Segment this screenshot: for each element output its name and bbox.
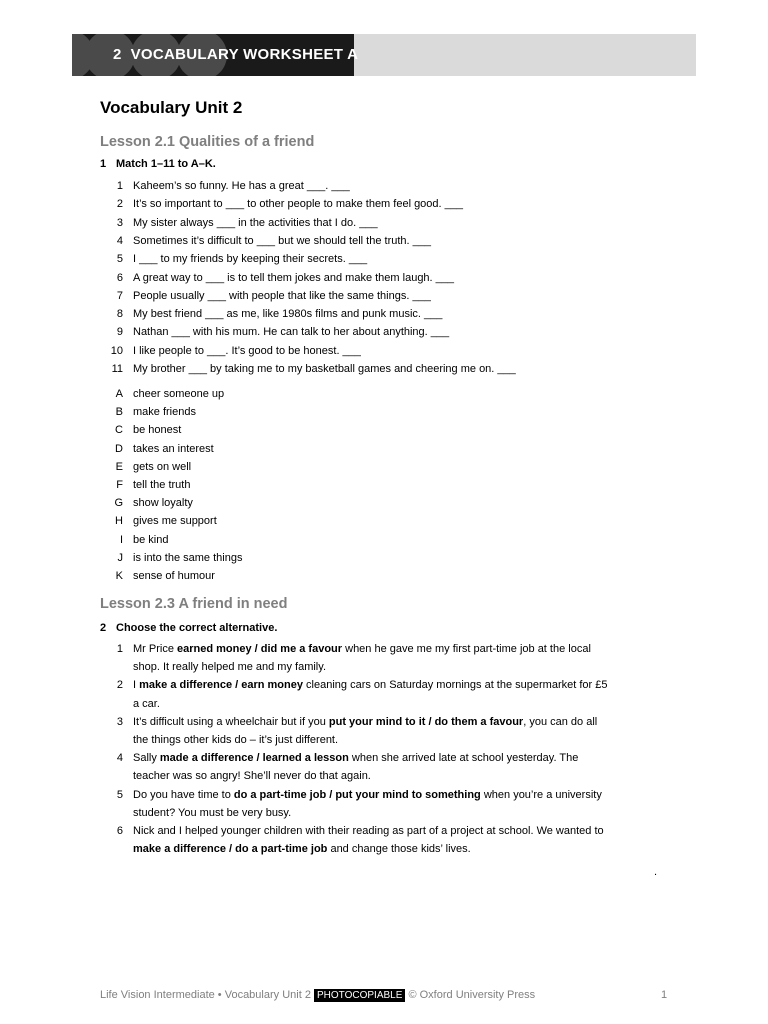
alternative-choice[interactable]: earned money / did me a favour [177, 643, 343, 655]
copyright-text: © Oxford University Press [408, 989, 536, 1001]
answer-option-text: is into the same things [133, 551, 243, 564]
exercise-instruction-text: Choose the correct alternative. [116, 622, 278, 634]
sentence-text: It’s so important to ___ to other people to make them feel good. ___ [133, 198, 464, 211]
question-text [133, 676, 613, 712]
item-number: J [117, 551, 123, 564]
question-text-part: when she arrived late at school yesterday. The teacher was so angry! She’ll never do that again. [133, 752, 579, 783]
answer-option-text: cheer someone up [133, 388, 225, 400]
question-text-part: I [133, 679, 140, 692]
question-text [133, 749, 613, 785]
answer-option-text: sense of humour [133, 570, 215, 582]
question-text-part: when you’re a university student? You must be very busy. [133, 788, 602, 819]
item-number: 2 [116, 679, 123, 692]
answer-option-text: show loyalty [133, 497, 193, 510]
sentence-text: I ___ to my friends by keeping their secrets. ___ [133, 253, 368, 266]
sentence-text: My best friend ___ as me, like 1980s films and punk music. ___ [133, 308, 443, 321]
item-number: G [114, 497, 123, 510]
worksheet-number: 2 [113, 46, 122, 63]
item-number: F [116, 479, 123, 491]
answer-option-text: gives me support [133, 515, 217, 528]
question-text [133, 786, 613, 822]
question-text [133, 822, 613, 858]
item-number: 6 [116, 825, 123, 837]
item-number: 1 [116, 643, 123, 655]
item-number: E [115, 460, 123, 473]
item-number: B [115, 406, 123, 419]
worksheet-title-text: VOCABULARY WORKSHEET A [130, 46, 359, 63]
item-number: 4 [116, 752, 123, 765]
sentence-text: Kaheem’s so funny. He has a great ___. ___ [133, 180, 350, 192]
question-text [133, 713, 613, 749]
alternative-choice[interactable]: made a difference / learned a lesson [159, 752, 349, 765]
sentence-text: I like people to ___. It’s good to be honest. ___ [133, 344, 361, 357]
question-text-part: Nick and I helped younger children with their reading as part of a project at school. We wanted to [133, 825, 604, 837]
item-number: 3 [116, 715, 123, 728]
item-number: 5 [116, 788, 123, 801]
question-text-part: Mr Price [133, 643, 177, 655]
lesson-heading-2-1: Lesson 2.1 Qualities of a friend [100, 134, 315, 150]
question-text-part: cleaning cars on Saturday mornings at the supermarket for £5 a car. [133, 679, 608, 710]
question-text-part: Do you have time to [133, 788, 234, 801]
alternative-choice[interactable]: do a part-time job / put your mind to something [233, 788, 481, 801]
lesson-heading-2-3: Lesson 2.3 A friend in need [100, 596, 288, 612]
sentence-text: A great way to ___ is to tell them jokes and make them laugh. ___ [133, 271, 455, 284]
item-number: C [115, 424, 123, 437]
answer-option-text: takes an interest [133, 442, 214, 455]
page-number: 1 [661, 989, 668, 1001]
item-number: A [115, 388, 123, 400]
item-number: 1 [116, 180, 123, 192]
answer-option-text: gets on well [133, 460, 192, 473]
exercise-instruction-text: Match 1–11 to A–K. [116, 158, 216, 170]
item-number: 8 [116, 308, 123, 321]
answer-option-text: be kind [133, 533, 169, 546]
item-number: 9 [116, 326, 123, 339]
item-number: 2 [116, 198, 123, 211]
item-number: 6 [116, 271, 123, 284]
alternative-choice[interactable]: make a difference / do a part-time job [133, 843, 328, 856]
answer-option-text: make friends [133, 406, 196, 419]
alternative-choice[interactable]: put your mind to it / do them a favour [328, 715, 524, 728]
item-number: 10 [110, 344, 123, 357]
item-number: K [115, 570, 123, 582]
sentence-text: People usually ___ with people that like the same things. ___ [133, 289, 431, 302]
question-text-part: , you can do all the things other kids do – it’s just different. [133, 715, 598, 746]
sentence-text: Sometimes it’s difficult to ___ but we should tell the truth. ___ [133, 234, 431, 247]
item-number: H [115, 515, 123, 528]
item-number: 7 [116, 289, 123, 302]
item-number: 4 [116, 234, 123, 247]
exercise-instruction-2 [100, 622, 277, 634]
page-footer [100, 989, 535, 1001]
item-number: D [115, 442, 123, 455]
photocopiable-badge: PHOTOCOPIABLE [314, 989, 405, 1002]
question-text-part: when he gave me my first part-time job at the local shop. It really helped me and my family. [133, 643, 591, 674]
item-number: 11 [111, 363, 123, 375]
question-text [133, 640, 613, 676]
exercise-number: 2 [100, 622, 107, 634]
exercise-number: 1 [100, 158, 107, 170]
sentence-text: Nathan ___ with his mum. He can talk to her about anything. ___ [133, 326, 450, 339]
alternative-choice[interactable]: make a difference / earn money [139, 679, 303, 692]
footer-text: Life Vision Intermediate • Vocabulary Unit 2 [100, 989, 311, 1001]
question-text-part: and change those kids’ lives. [327, 843, 471, 856]
answer-option-text: be honest [133, 424, 182, 437]
sentence-text: My sister always ___ in the activities that I do. ___ [133, 216, 378, 229]
item-number: I [119, 533, 123, 546]
item-number: 5 [116, 253, 123, 266]
question-text-part: Sally [133, 752, 160, 765]
answer-option-text: tell the truth [133, 479, 191, 491]
item-number: 3 [116, 216, 123, 229]
worksheet-title [113, 34, 358, 76]
sentence-text: My brother ___ by taking me to my basketball games and cheering me on. ___ [133, 363, 516, 375]
stray-dot: . [654, 866, 658, 878]
question-text-part: It’s difficult using a wheelchair but if you [133, 715, 329, 728]
exercise-instruction-1 [100, 158, 216, 170]
unit-title: Vocabulary Unit 2 [100, 98, 243, 117]
